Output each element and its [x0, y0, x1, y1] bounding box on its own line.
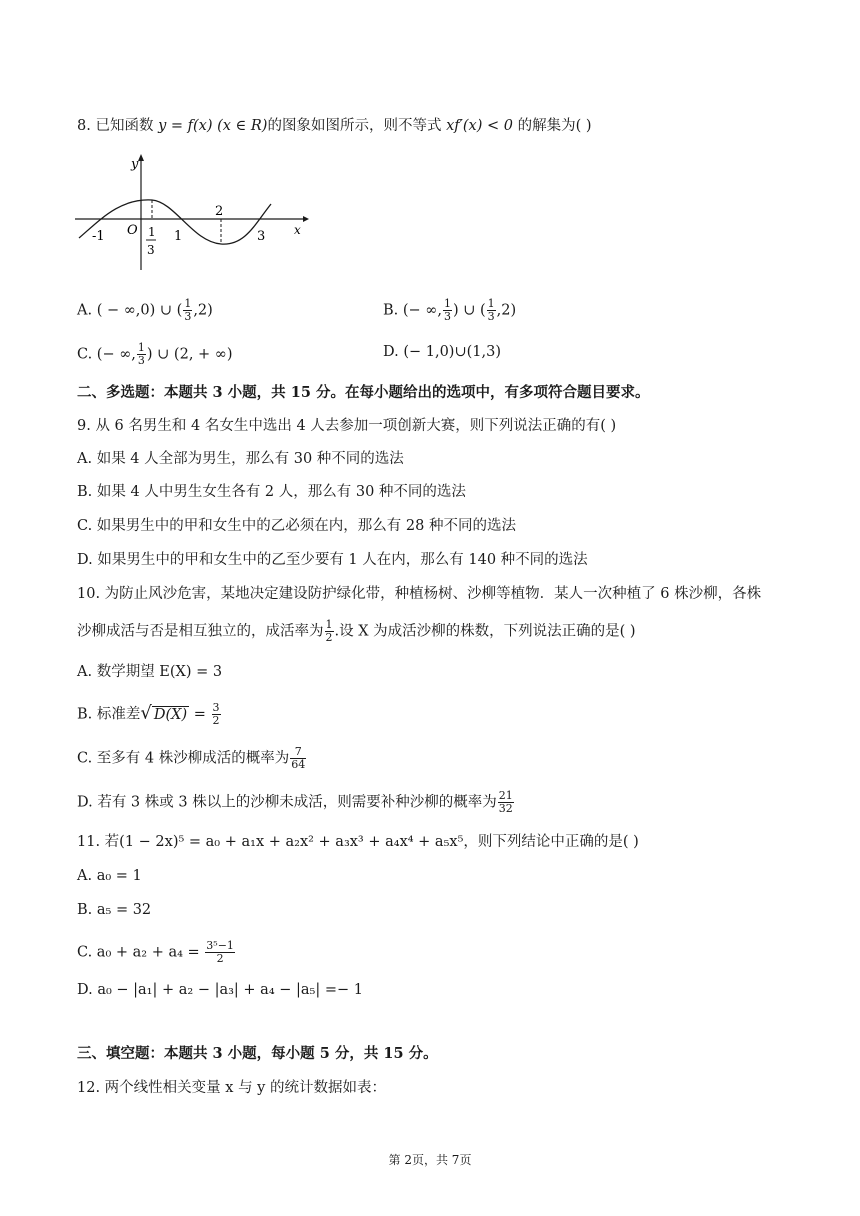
q10-option-d: D. 若有 3 株或 3 株以上的沙柳未成活，则需要补种沙柳的概率为 $\frac{21}{32}$	[77, 789, 513, 815]
fraction: $\frac{1}{3}$	[137, 341, 145, 367]
q8-stem: 8. 已知函数 y = f(x) (x ∈ R)的图象如图所示，则不等式 xf′(x) < 0 的解集为( )	[77, 118, 592, 134]
q10-option-c: C. 至多有 4 株沙柳成活的概率为 $\frac{7}{64}$	[77, 745, 306, 771]
tick-label-1: 1	[174, 229, 183, 244]
q11-option-b: B. a₅ = 32	[77, 902, 152, 918]
tick-frac-den: 3	[147, 243, 155, 257]
function-graph	[75, 152, 310, 270]
x-axis-label: x	[294, 223, 301, 237]
q8-option-b: B. (− ∞, $\frac{1}{3}$ ) ∪ ( $\frac{1}{3}$ ,2)	[383, 297, 517, 323]
fraction: $\frac{1}{3}$	[184, 297, 192, 323]
section-2-title: 二、多选题：本题共 3 小题，共 15 分。在每小题给出的选项中，有多项符合题目要求。	[77, 384, 650, 401]
q10-option-a: A. 数学期望 E(X) = 3	[77, 664, 223, 680]
q8-option-a: A. ( − ∞,0) ∪ ( $\frac{1}{3}$ ,2)	[77, 297, 213, 323]
fraction: $\frac{21}{32}$	[498, 789, 513, 815]
q9-option-a: A. 如果 4 人全部为男生，那么有 30 种不同的选法	[77, 451, 404, 467]
tick-frac-num: 1	[148, 225, 156, 239]
q11-option-d: D. a₀ − |a₁| + a₂ − |a₃| + a₄ − |a₅| =− 1	[77, 982, 363, 998]
y-axis-arrow-icon	[138, 154, 144, 161]
q8-option-d: D. (− 1,0)∪(1,3)	[383, 344, 501, 360]
q11-option-a: A. a₀ = 1	[77, 868, 142, 884]
q10-option-b: B. 标准差√ D(X) = $\frac{3}{2}$	[77, 701, 220, 727]
q9-option-b: B. 如果 4 人中男生女生各有 2 人，那么有 30 种不同的选法	[77, 484, 466, 500]
sqrt-icon: √	[140, 702, 152, 724]
q11-stem: 11. 若(1 − 2x)⁵ = a₀ + a₁x + a₂x² + a₃x³ + a₄x⁴ + a₅x⁵，则下列结论中正确的是( )	[77, 834, 639, 850]
fraction: $\frac{3}{2}$	[212, 701, 220, 727]
section-3-title: 三、填空题：本题共 3 小题，每小题 5 分，共 15 分。	[77, 1045, 438, 1062]
q10-stem-line1: 10. 为防止风沙危害，某地决定建设防护绿化带，种植杨树、沙柳等植物．某人一次种植了 6 株沙柳，各株	[77, 586, 762, 602]
q11-option-c: C. a₀ + a₂ + a₄ = $\frac{\text{3⁵−1}}{2}$	[77, 939, 234, 965]
tick-label-3: 3	[257, 229, 266, 244]
q9-stem: 9. 从 6 名男生和 4 名女生中选出 4 人去参加一项创新大赛，则下列说法正确的有( )	[77, 418, 617, 434]
q10-stem-line2: 沙柳成活与否是相互独立的，成活率为 $\frac{1}{2}$ .设 X 为成活沙柳的株数，下列说法正确的是( )	[77, 618, 636, 644]
origin-label: O	[127, 223, 138, 238]
q12-stem: 12. 两个线性相关变量 x 与 y 的统计数据如表：	[77, 1080, 386, 1096]
fraction: $\frac{1}{2}$	[325, 618, 333, 644]
q9-option-d: D. 如果男生中的甲和女生中的乙至少要有 1 人在内，那么有 140 种不同的选法	[77, 552, 588, 568]
q9-option-c: C. 如果男生中的甲和女生中的乙必须在内，那么有 28 种不同的选法	[77, 518, 516, 534]
tick-label-neg1: -1	[92, 229, 105, 244]
q8-option-c: C. (− ∞, $\frac{1}{3}$ ) ∪ (2, + ∞)	[77, 341, 233, 367]
fraction: $\frac{1}{3}$	[487, 297, 495, 323]
x-axis-arrow-icon	[303, 216, 309, 222]
y-axis-label: y	[131, 157, 139, 172]
fraction: $\frac{1}{3}$	[443, 297, 451, 323]
fraction: $\frac{7}{64}$	[291, 745, 306, 771]
fraction: $\frac{\text{3⁵−1}}{2}$	[206, 939, 234, 965]
tick-label-2: 2	[215, 204, 224, 219]
page-footer: 第 2页，共 7页	[388, 1153, 472, 1167]
